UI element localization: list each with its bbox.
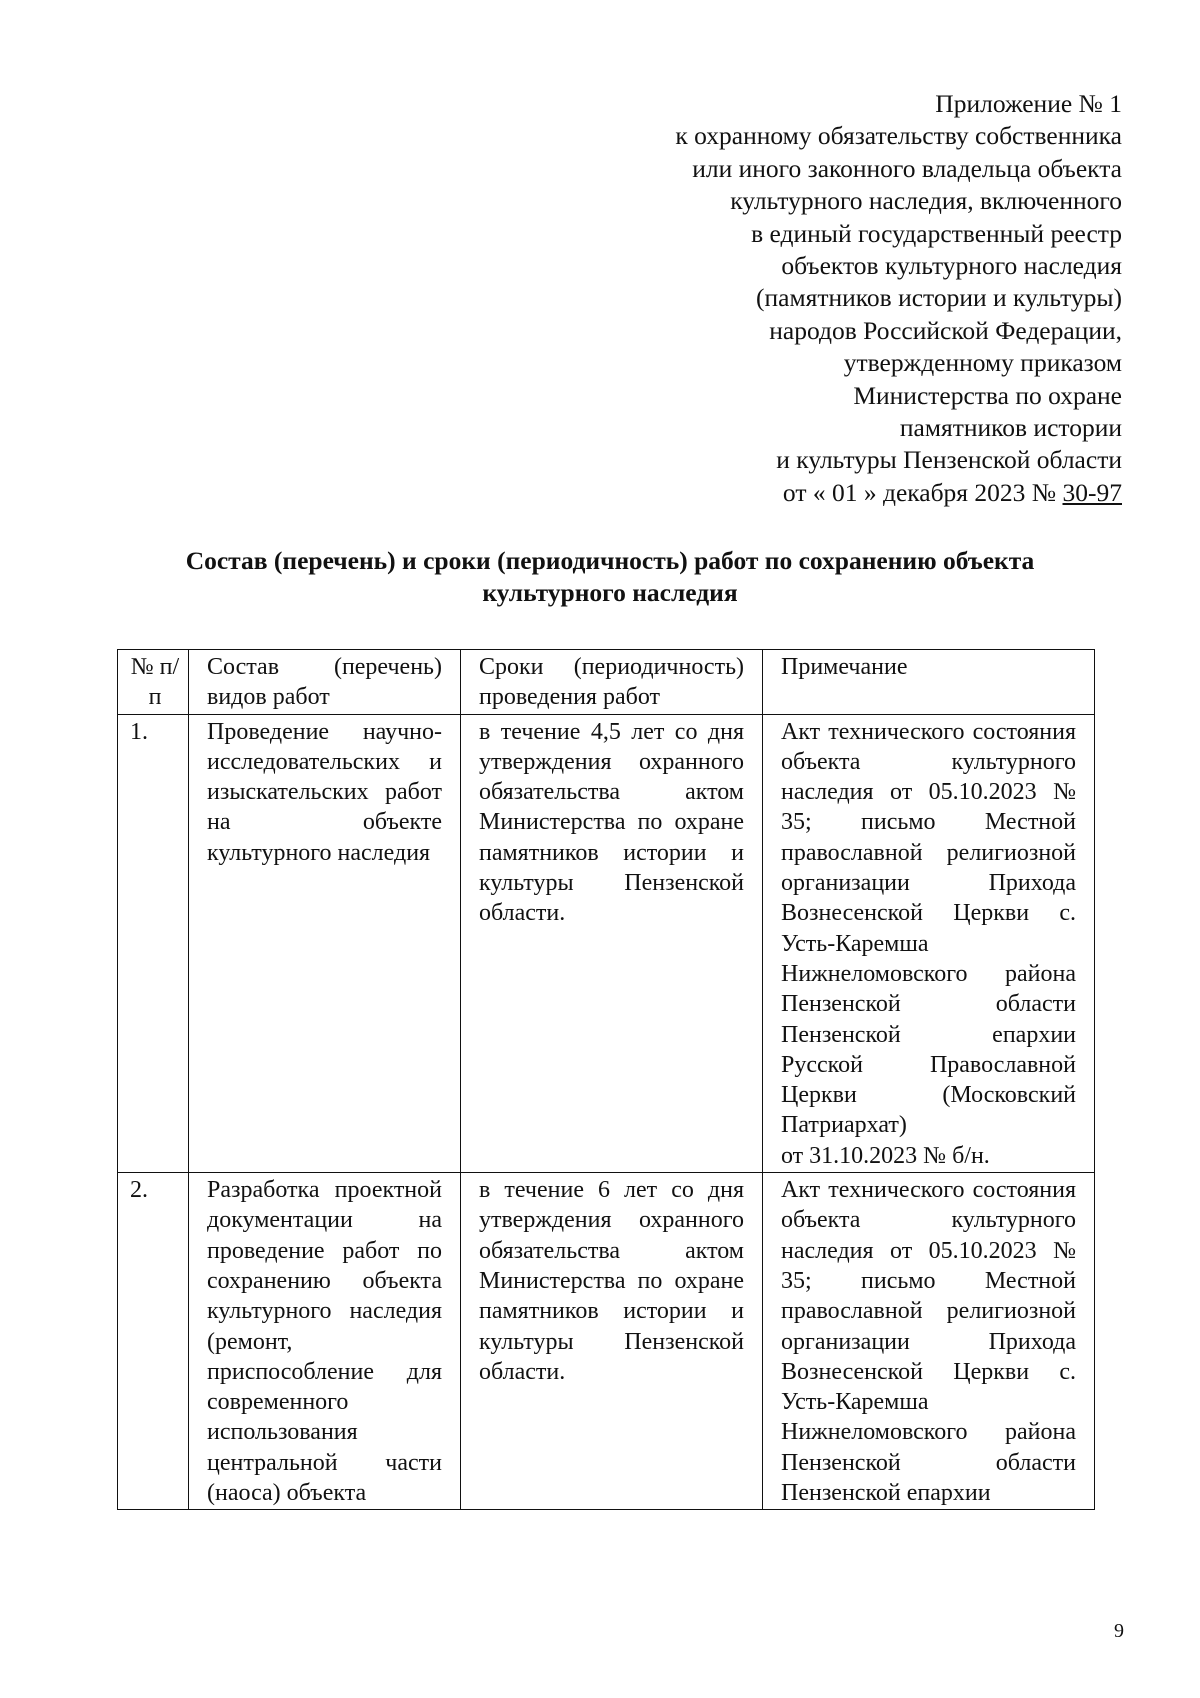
header-works: Состав (перечень) видов работ <box>189 650 461 715</box>
row-number: 1. <box>118 714 189 1172</box>
row-note <box>763 714 1095 1172</box>
appendix-line: или иного законного владельца объекта <box>692 153 1122 183</box>
document-title <box>110 545 1110 609</box>
appendix-line: Приложение № 1 <box>935 89 1122 118</box>
table-header-row <box>118 650 1095 715</box>
row-terms: в течение 6 лет со дня утверждения охранного обязательства актом Министерства по охране памятников истории и культуры Пензенской области. <box>461 1173 763 1510</box>
order-number: 30-97 <box>1062 477 1122 507</box>
row-note <box>763 1173 1095 1510</box>
appendix-line: народов Российской Федерации, <box>769 315 1122 345</box>
works-table <box>117 649 1095 1510</box>
table-row <box>118 1173 1095 1510</box>
appendix-line: и культуры Пензенской области <box>776 445 1122 475</box>
appendix-line: культурного наследия, включенного <box>730 186 1122 216</box>
row-note-main: Акт технического состояния объекта культурного наследия от 05.10.2023 № 35; письмо Местной православной религиозной организации Прихода Вознесенской Церкви с. Усть-Каремша Нижнеломовского района Пензенской области Пензенской епархии <box>781 1177 1076 1507</box>
appendix-line: Министерства по охране <box>853 380 1122 410</box>
row-works: Разработка проектной документации на проведение работ по сохранению объекта культурного наследия (ремонт, приспособление для современного использования центральной части (наоса) объекта <box>189 1173 461 1510</box>
row-works: Проведение научно-исследовательских и изыскательских работ на объекте культурного наследия <box>189 714 461 1172</box>
appendix-date-line <box>562 477 1122 509</box>
row-note-main: Акт технического состояния объекта культурного наследия от 05.10.2023 № 35; письмо Местной православной религиозной организации Прихода Вознесенской Церкви с. Усть-Каремша Нижнеломовского района Пензенской области Пензенской епархии Русской Православной Церкви (Московский Патриархат) <box>781 718 1076 1139</box>
appendix-line: в единый государственный реестр <box>751 218 1122 248</box>
appendix-date-prefix: от « 01 » декабря 2023 № <box>782 477 1063 507</box>
page-number: 9 <box>1114 1620 1124 1642</box>
title-line-2: культурного наследия <box>482 578 738 607</box>
appendix-line: объектов культурного наследия <box>781 251 1122 281</box>
appendix-line: (памятников истории и культуры) <box>756 283 1122 313</box>
row-terms: в течение 4,5 лет со дня утверждения охранного обязательства актом Министерства по охране памятников истории и культуры Пензенской области. <box>461 714 763 1172</box>
appendix-line: памятников истории <box>899 413 1122 443</box>
header-note: Примечание <box>763 650 1095 715</box>
header-number: № п/п <box>118 650 189 715</box>
row-number: 2. <box>118 1173 189 1510</box>
appendix-header <box>562 88 1122 509</box>
title-line-1: Состав (перечень) и сроки (периодичность) работ по сохранению объекта <box>185 546 1035 575</box>
header-terms: Сроки (периодичность) проведения работ <box>461 650 763 715</box>
appendix-line: утвержденному приказом <box>843 348 1122 378</box>
row-note-date: от 31.10.2023 № б/н. <box>781 1142 990 1169</box>
table-row <box>118 714 1095 1172</box>
appendix-line: к охранному обязательству собственника <box>675 121 1122 151</box>
